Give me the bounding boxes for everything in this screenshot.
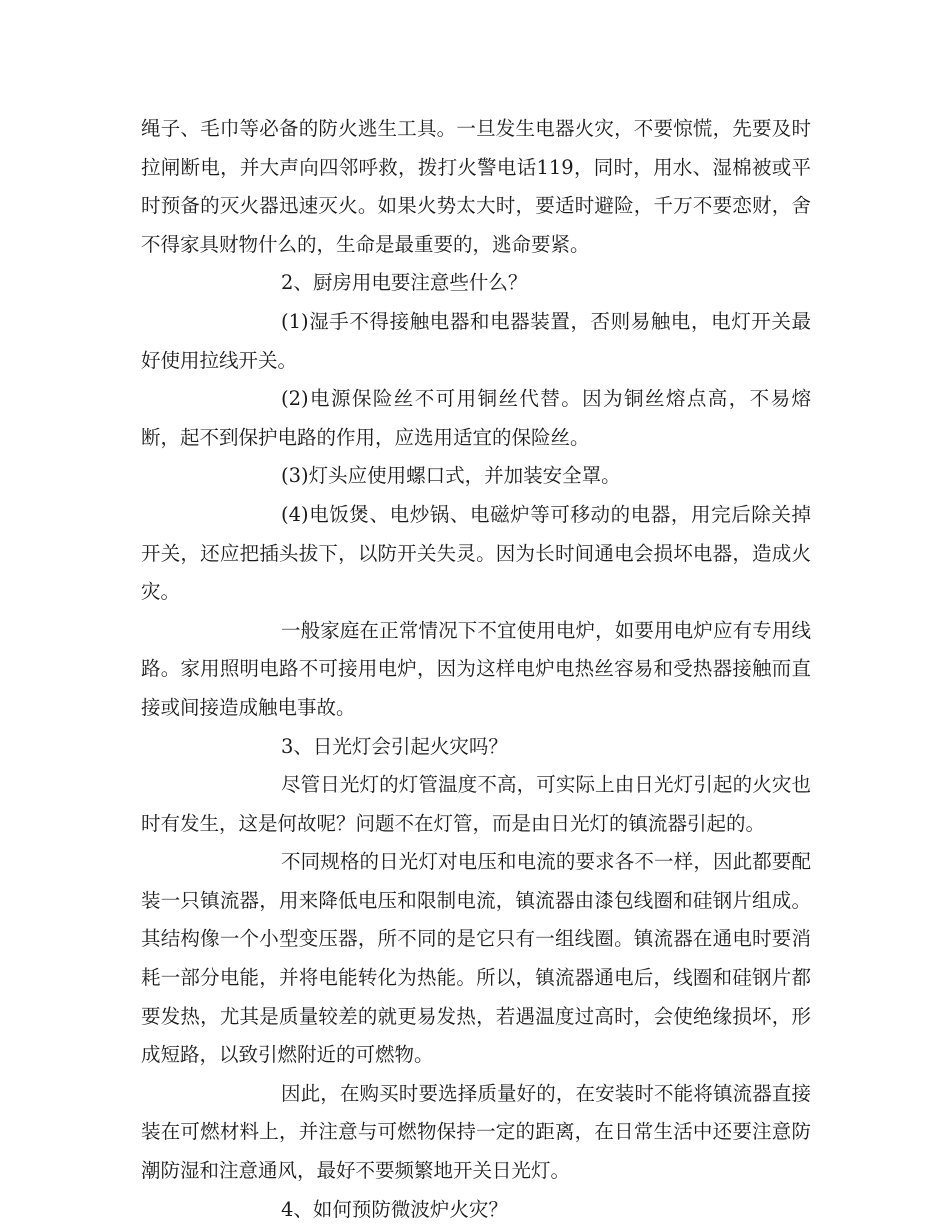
paragraph-item-4-portable-appliances: (4)电饭煲、电炒锅、电磁炉等可移动的电器，用完后除关掉开关，还应把插头拔下，以防开关失灵。因为长时间通电会损坏电器，造成火灾。 <box>141 502 811 604</box>
section-heading-kitchen-electricity: 2、厨房用电要注意些什么？ <box>281 271 528 295</box>
paragraph-ballast-explanation: 不同规格的日光灯对电压和电流的要求各不一样，因此都要配装一只镇流器，用来降低电压和限制电流，镇流器由漆包线圈和硅钢片组成。其结构像一个小型变压器，所不同的是它只有一组线圈。镇流器在通电时要消耗一部分电能，并将电能转化为热能。所以，镇流器通电后，线圈和硅钢片都要发热，尤其是质量较差的就更易发热，若遇温度过高时，会使绝缘损坏，形成短路，以致引燃附近的可燃物。 <box>141 850 811 1067</box>
paragraph-ballast-precautions: 因此，在购买时要选择质量好的，在安装时不能将镇流器直接装在可燃材料上，并注意与可燃物保持一定的距离，在日常生活中还要注意防潮防湿和注意通风，最好不要频繁地开关日光灯。 <box>141 1081 811 1183</box>
paragraph-fluorescent-cause: 尽管日光灯的灯管温度不高，可实际上由日光灯引起的火灾也时有发生，这是何故呢？问题不在灯管，而是由日光灯的镇流器引起的。 <box>141 773 811 835</box>
section-heading-fluorescent-lamp: 3、日光灯会引起火灾吗？ <box>281 734 508 758</box>
document-body <box>141 110 811 1229</box>
paragraph-item-2-fuse: (2)电源保险丝不可用铜丝代替。因为铜丝熔点高，不易熔断，起不到保护电路的作用，应选用适宜的保险丝。 <box>141 387 811 449</box>
section-heading-microwave: 4、如何预防微波炉火灾？ <box>281 1197 508 1221</box>
paragraph-item-3-lamp-holder: (3)灯头应使用螺口式，并加装安全罩。 <box>281 464 621 488</box>
paragraph-item-1-wet-hands: (1)湿手不得接触电器和电器装置，否则易触电，电灯开关最好使用拉线开关。 <box>141 309 811 372</box>
paragraph-electric-stove: 一般家庭在正常情况下不宜使用电炉，如要用电炉应有专用线路。家用照明电路不可接用电炉，因为这样电炉电热丝容易和受热器接触而直接或间接造成触电事故。 <box>141 618 811 719</box>
paragraph-fire-escape-tools: 绳子、毛巾等必备的防火逃生工具。一旦发生电器火灾，不要惊慌，先要及时拉闸断电，并大声向四邻呼救，拨打火警电话119，同时，用水、湿棉被或平时预备的灭火器迅速灭火。如果火势太大时，要适时避险，千万不要恋财，舍不得家具财物什么的，生命是最重要的，逃命要紧。 <box>141 117 811 256</box>
